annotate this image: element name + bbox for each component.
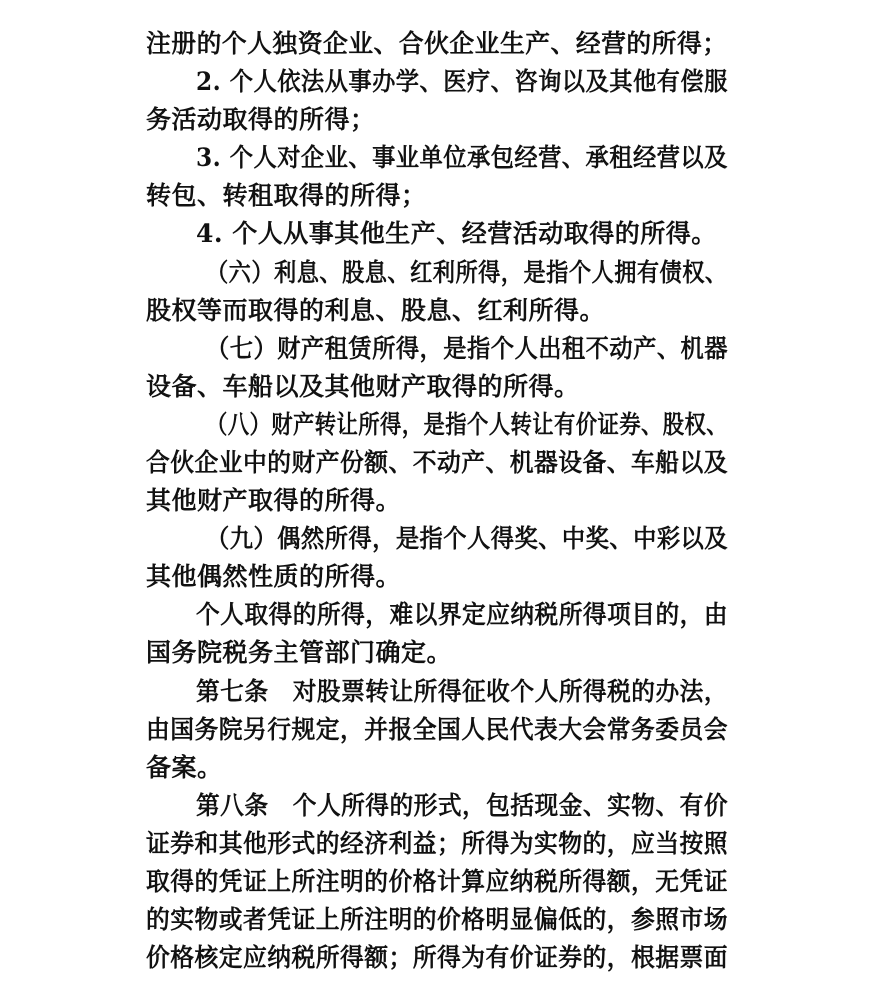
text-line: 设备、车船以及其他财产取得的所得。 — [146, 372, 580, 401]
text-line: （七）财产租赁所得，是指个人出租不动产、机器 — [206, 334, 729, 363]
text-line: （九）偶然所得，是指个人得奖、中奖、中彩以及 — [206, 524, 729, 553]
text-line: （八）财产转让所得，是指个人转让有价证券、股权、 — [206, 410, 728, 439]
text-line: 第八条 个人所得的形式，包括现金、实物、有价 — [196, 791, 729, 820]
text-line: （六）利息、股息、红利所得，是指个人拥有债权、 — [206, 258, 728, 287]
text-line: 合伙企业中的财产份额、不动产、机器设备、车船以及 — [146, 448, 729, 477]
text-line: 证券和其他形式的经济利益；所得为实物的，应当按照 — [146, 829, 729, 858]
text-line: 其他偶然性质的所得。 — [146, 562, 402, 591]
text-line: 由国务院另行规定，并报全国人民代表大会常务委员会 — [146, 715, 729, 744]
text-line: 的实物或者凭证上所注明的价格明显偏低的，参照市场 — [146, 905, 729, 934]
text-line: 价格核定应纳税所得额；所得为有价证券的，根据票面 — [146, 943, 729, 972]
text-line: 第七条 对股票转让所得征收个人所得税的办法， — [196, 677, 729, 706]
text-line: 国务院税务主管部门确定。 — [146, 638, 453, 667]
text-line: 转包、转租取得的所得； — [146, 181, 427, 210]
text-line: 4. 个人从事其他生产、经营活动取得的所得。 — [196, 219, 717, 248]
text-line: 2. 个人依法从事办学、医疗、咨询以及其他有偿服 — [196, 67, 728, 96]
text-line: 股权等而取得的利息、股息、红利所得。 — [146, 296, 606, 325]
text-line: 3. 个人对企业、事业单位承包经营、承租经营以及 — [196, 143, 728, 172]
text-line: 务活动取得的所得； — [146, 105, 376, 134]
text-line: 个人取得的所得，难以界定应纳税所得项目的，由 — [196, 600, 729, 629]
text-line: 取得的凭证上所注明的价格计算应纳税所得额，无凭证 — [146, 867, 729, 896]
text-line: 备案。 — [146, 753, 223, 782]
text-line: 注册的个人独资企业、合伙企业生产、经营的所得； — [146, 29, 728, 58]
text-line: 其他财产取得的所得。 — [146, 486, 402, 515]
